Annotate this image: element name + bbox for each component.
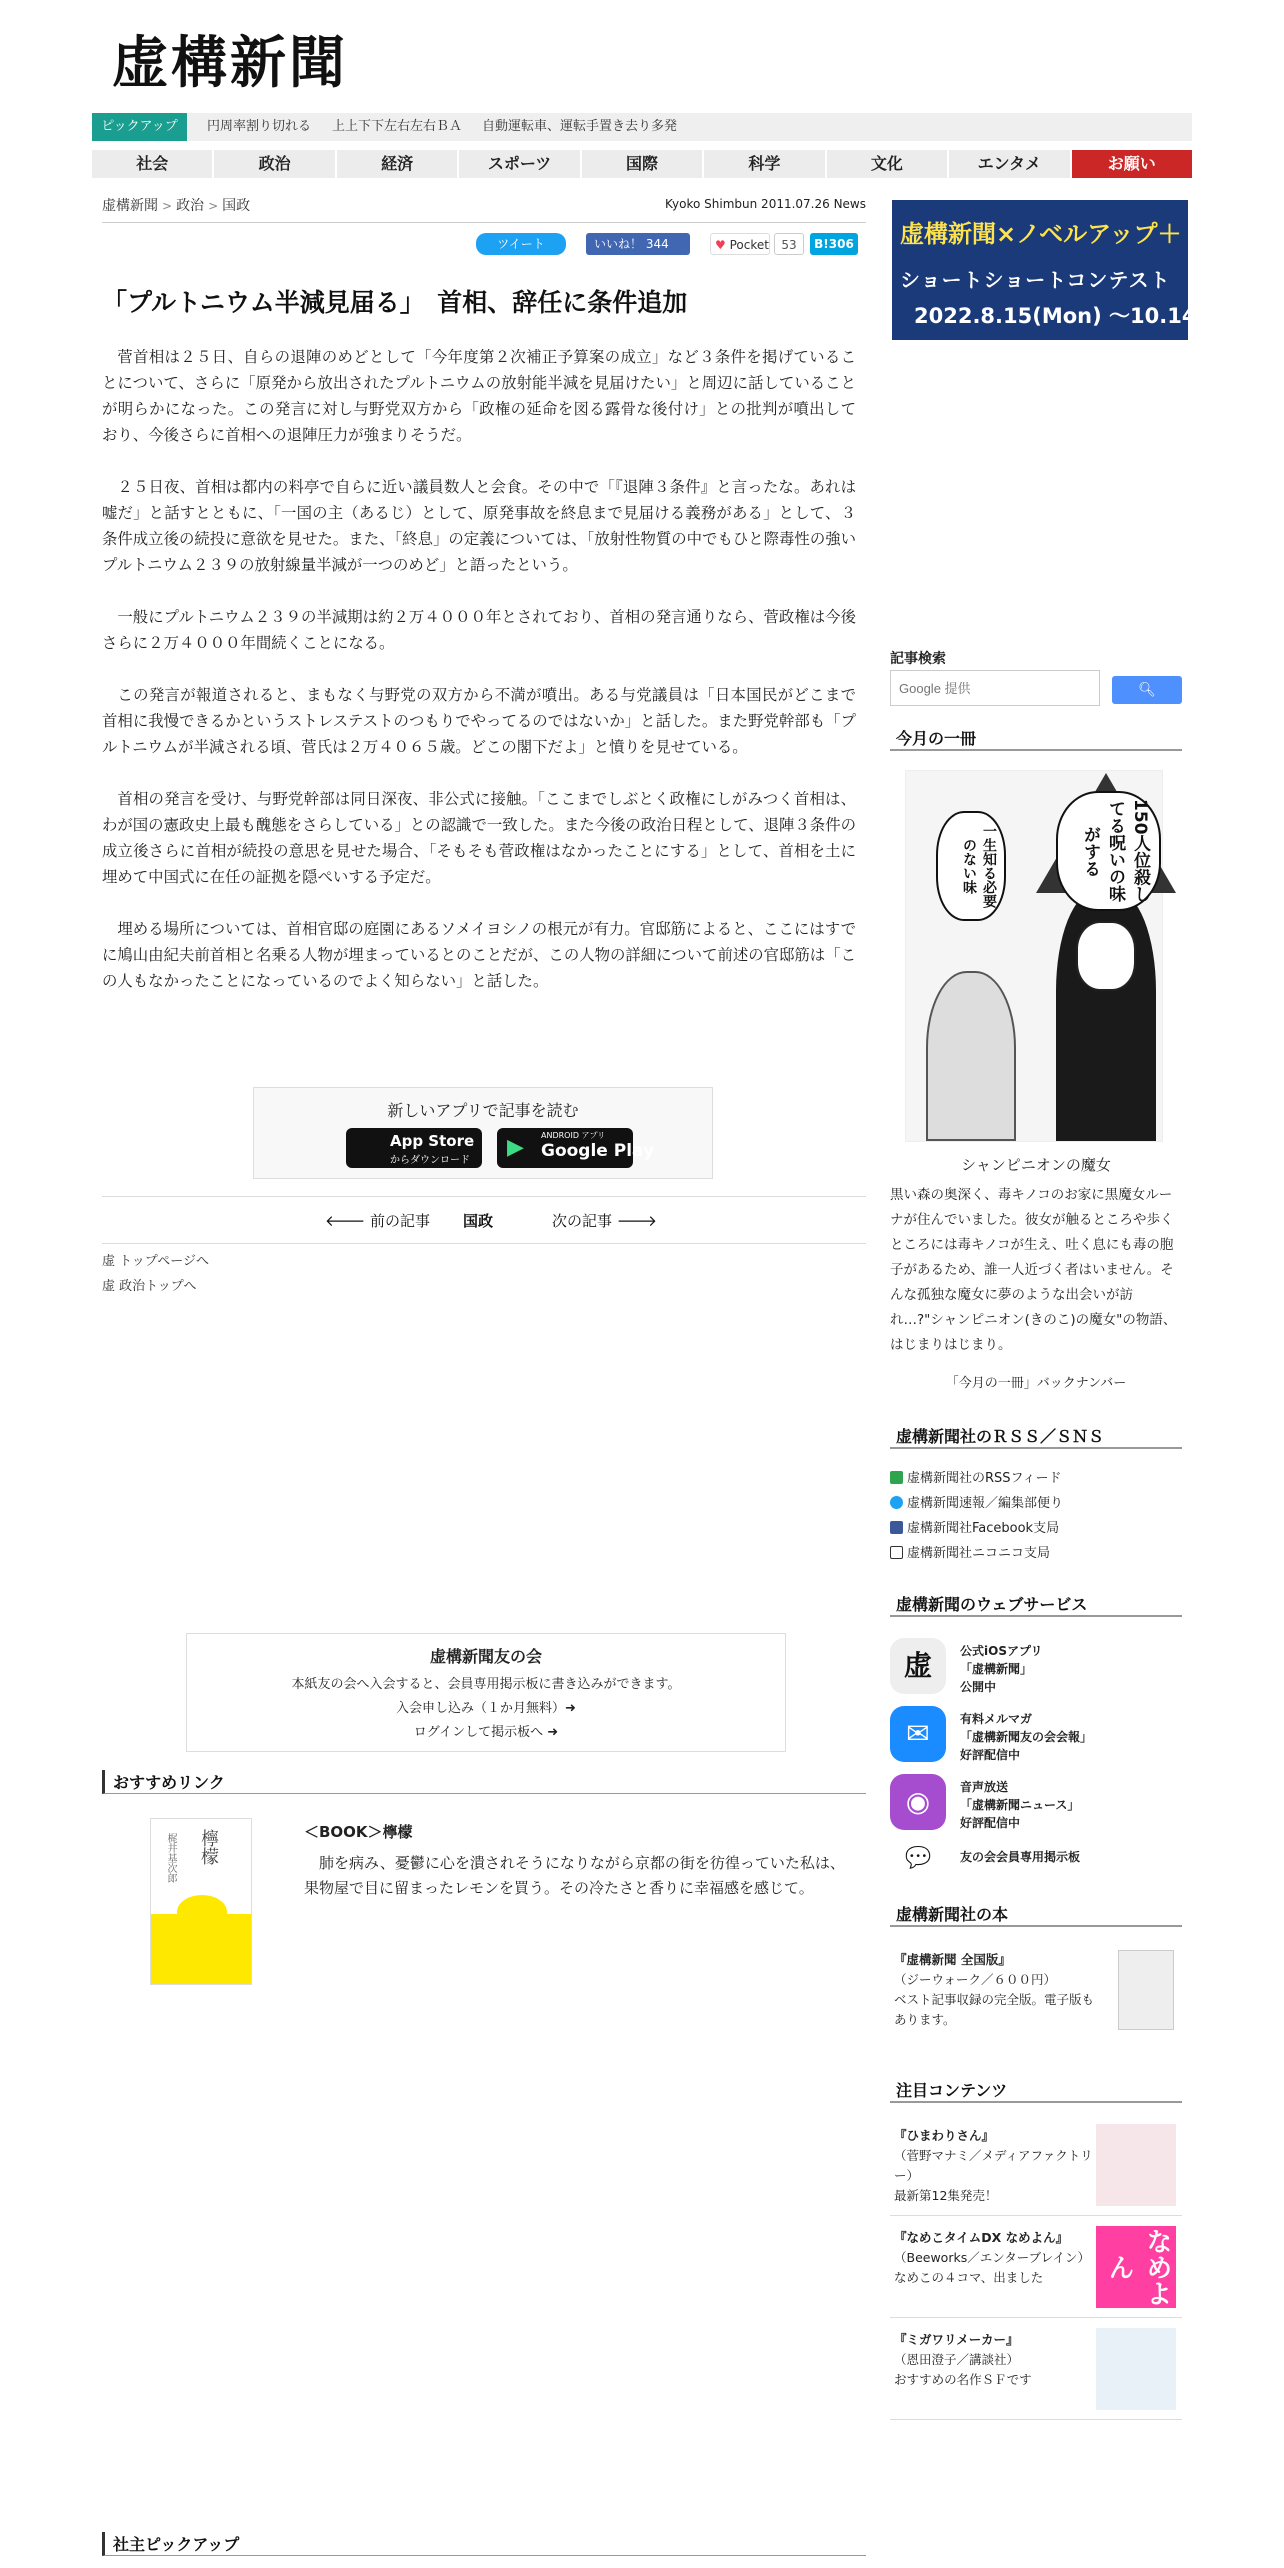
divider — [102, 222, 866, 223]
pocket-count: 53 — [774, 233, 804, 255]
article-paragraph: 菅首相は２５日、自らの退陣のめどとして「今年度第２次補正予算案の成立」など３条件を掲げていることについて、さらに「原発から放出されたプルトニウムの放射能半減を見届けたい」と周辺に話していることが明らかになった。この発言に対し与野党双方から「政権の延命を図る露骨な後付け」との批判が噴出しており、今後さらに首相への退陣圧力が強まりそうだ。 — [102, 348, 856, 444]
attention-title: 『ミガワリメーカー』 — [894, 2332, 1019, 2347]
top-page-link[interactable]: 虚 トップページへ — [102, 1254, 209, 1269]
tomo-title: 虚構新聞友の会 — [429, 1647, 542, 1666]
mail-magazine-service[interactable] — [890, 1704, 1182, 1768]
service-line: 好評配信中 — [960, 1816, 1021, 1830]
service-line: 公式iOSアプリ — [960, 1644, 1043, 1658]
book-of-month-heading: 今月の一冊 — [890, 726, 1182, 751]
recommend-book-desc: 肺を病み、憂鬱に心を潰されそうになりながら京都の街を彷徨っていた私は、果物屋で目に留まったレモンを買う。その冷たさと香りに幸福感を感じて。 — [304, 1854, 845, 1897]
pickup-item[interactable]: 上上下下左右左右ＢＡ — [332, 119, 463, 134]
app-promo-title: 新しいアプリで記事を読む — [387, 1101, 579, 1120]
kyoko-app-icon: 虚 — [890, 1638, 946, 1694]
attention-heading: 注目コンテンツ — [890, 2078, 1182, 2103]
facebook-link-label: 虚構新聞社Facebook支局 — [907, 1521, 1060, 1536]
attention-pub: （Beeworks／エンターブレイン） — [894, 2250, 1090, 2265]
main-nav — [92, 150, 1192, 178]
pocket-icon: ♥ — [715, 238, 726, 252]
podcast-icon: ◉ — [890, 1774, 946, 1830]
witch-face — [1076, 921, 1136, 991]
bbs-service[interactable] — [890, 1836, 1182, 1880]
app-promo — [253, 1087, 713, 1179]
rss-link-label: 虚構新聞社のRSSフィード — [907, 1471, 1062, 1486]
google-play-button[interactable] — [497, 1128, 655, 1168]
rss-heading: 虚構新聞社のＲＳＳ／ＳＮＳ — [890, 1424, 1182, 1449]
tv-icon — [890, 1546, 903, 1559]
backnumber-link[interactable]: 「今月の一冊」バックナンバー — [945, 1376, 1127, 1391]
search-input[interactable] — [890, 670, 1100, 706]
search-label: 記事検索 — [890, 651, 946, 667]
nav-economy[interactable]: 経済 — [337, 150, 459, 178]
breadcrumb-home[interactable]: 虚構新聞 — [102, 198, 158, 214]
politics-top-link[interactable]: 虚 政治トップへ — [102, 1279, 197, 1294]
pocket-label: Pocket — [729, 238, 769, 252]
attention-item[interactable] — [890, 2120, 1182, 2216]
article-category[interactable]: 国政 — [463, 1212, 494, 1230]
kyoko-book[interactable] — [890, 1950, 1182, 2034]
facebook-like-button[interactable]: いいね！ 344 — [586, 233, 690, 255]
recommend-book-title[interactable]: ＜BOOK＞檸檬 — [304, 1823, 413, 1841]
speech-bubble: 一生知る必要のない味 — [936, 811, 1006, 921]
attention-desc: なめこの４コマ、出ました — [894, 2270, 1044, 2285]
breadcrumb-current[interactable]: 国政 — [222, 198, 251, 214]
app-store-sub: からダウンロード — [390, 1155, 470, 1166]
app-store-button[interactable] — [346, 1128, 482, 1168]
nav-politics[interactable]: 政治 — [214, 150, 336, 178]
service-line: 「虚構新聞ニュース」 — [960, 1798, 1080, 1812]
prev-article-link[interactable]: 🡐 前の記事 — [325, 1212, 430, 1230]
attention-item[interactable] — [890, 2324, 1182, 2420]
twitter-link[interactable] — [890, 1491, 1063, 1516]
hatena-bookmark-button[interactable]: B!306 — [810, 233, 858, 255]
attention-title: 『ひまわりさん』 — [894, 2128, 995, 2143]
speech-bubble: 150人位殺してる呪いの味がする — [1056, 791, 1161, 911]
article-paragraph: 埋める場所については、首相官邸の庭園にあるソメイヨシノの根元が有力。官邸筋によると、ここにはすでに鳩山由紀夫前首相と名乗る人物が埋まっているとのことだが、この人物の詳細について前述の官邸筋は「この人もなかったことになっているのでよく知らない」と話した。 — [102, 920, 856, 990]
second-character — [926, 971, 1016, 1141]
service-line: 有料メルマガ — [960, 1712, 1033, 1726]
pickup-label: ピックアップ — [92, 113, 187, 141]
play-icon: ▶ — [507, 1135, 524, 1160]
pickup-item[interactable]: 自動運転車、運転手置き去り多発 — [482, 119, 678, 134]
breadcrumb-politics[interactable]: 政治 — [176, 198, 205, 214]
attention-desc: おすすめの名作ＳＦです — [894, 2372, 1032, 2387]
book-title: 『虚構新聞 全国版』 — [894, 1952, 1011, 1967]
service-line: 公開中 — [960, 1680, 997, 1694]
cover-band — [151, 1914, 251, 1984]
tweet-button[interactable]: ツイート — [476, 233, 566, 255]
books-heading: 虚構新聞社の本 — [890, 1902, 1182, 1927]
breadcrumb — [102, 195, 250, 215]
pocket-button[interactable] — [710, 233, 770, 255]
nav-entertainment[interactable]: エンタメ — [949, 150, 1071, 178]
nav-request[interactable]: お願い — [1072, 150, 1192, 178]
divider — [102, 1196, 866, 1197]
breadcrumb-separator: > — [208, 199, 219, 213]
article-paragraph: この発言が報道されると、まもなく与野党の双方から不満が噴出。ある与党議員は「日本国民がどこまで首相に我慢できるかというストレステストのつもりでやってるのではないか」と話した。また野党幹部も「プルトニウムが半減される頃、菅氏は２万４０６５歳。どこの閣下だよ」と憤りを見せている。 — [102, 686, 856, 756]
owner-pickup-heading: 社主ピックアップ — [102, 2532, 866, 2556]
twitter-icon — [890, 1496, 903, 1509]
article-headline: 「プルトニウム半減見届る」 首相、辞任に条件追加 — [102, 288, 688, 317]
rss-link[interactable] — [890, 1466, 1062, 1491]
tomo-join-link[interactable]: 入会申し込み（１か月無料）➜ — [396, 1701, 576, 1716]
pickup-item[interactable]: 円周率割り切れる — [207, 119, 312, 134]
attention-pub: （菅野マナミ／メディアファクトリー） — [894, 2148, 1093, 2183]
web-services-heading: 虚構新聞のウェブサービス — [890, 1592, 1182, 1617]
attention-desc: 最新第12集発売！ — [894, 2188, 998, 2203]
service-line: 好評配信中 — [960, 1748, 1021, 1762]
attention-pub: （恩田澄子／講談社） — [894, 2352, 1020, 2367]
attention-thumbnail — [1096, 2124, 1176, 2206]
manga-desc: 黒い森の奥深く、毒キノコのお家に黒魔女ルーナが住んでいました。彼女が触るところや歩くところには毒キノコが生え、吐く息にも毒の胞子があるため、誰一人近づく者はいません。そんな孤独な魔女に夢のような出会いが訪れ…?"シャンピニオン(きのこ)の魔女"の物語、はじまりはじまり。 — [890, 1187, 1177, 1353]
article-paragraph: 一般にプルトニウム２３９の半減期は約２万４０００年とされており、首相の発言通りなら、菅政権は今後さらに２万４０００年間続くことになる。 — [102, 608, 856, 652]
service-line: 「虚構新聞」 — [960, 1662, 1033, 1676]
banner-line2: ショートショートコンテスト — [900, 268, 1171, 292]
google-play-sub: ANDROID アプリ — [541, 1131, 606, 1140]
nav-sports[interactable]: スポーツ — [459, 150, 581, 178]
attention-title: 『なめこタイムDX なめよん』 — [894, 2230, 1069, 2245]
attention-item[interactable] — [890, 2222, 1182, 2318]
book-cover-title: 檸檬 — [198, 1829, 219, 1865]
article-paragraph: 首相の発言を受け、与野党幹部は同日深夜、非公式に接触。「ここまでしぶとく政権にしがみつく首相は、わが国の憲政史上最も醜態をさらしている」との認識で一致した。また今後の政治日程として、退陣３条件の成立後さらに首相が続投の意思を見せた場合、「そもそも菅政権はなかったことにする」として、首相を土に埋めて中国式に在任の証拠を隠ぺいする予定だ。 — [102, 790, 856, 886]
attention-thumbnail: なめよん — [1096, 2226, 1176, 2308]
niconico-link-label: 虚構新聞社ニコニコ支局 — [907, 1546, 1051, 1561]
manga-cover[interactable] — [905, 770, 1163, 1142]
lemon-book-cover[interactable] — [150, 1818, 252, 1985]
attention-thumbnail — [1096, 2328, 1176, 2410]
tomo-login-link[interactable]: ログインして掲示板へ ➜ — [413, 1725, 559, 1740]
mail-icon: ✉ — [890, 1706, 946, 1762]
niconico-link[interactable] — [890, 1541, 1050, 1566]
tomo-desc: 本紙友の会へ入会すると、会員専用掲示板に書き込みができます。 — [291, 1677, 681, 1692]
service-line: 「虚構新聞友の会会報」 — [960, 1730, 1093, 1744]
recommend-book — [304, 1820, 852, 1901]
article-body — [102, 344, 856, 1020]
nav-science[interactable]: 科学 — [704, 150, 826, 178]
nav-society[interactable]: 社会 — [92, 150, 214, 178]
tomo-no-kai-box — [186, 1633, 786, 1752]
google-play-label: Google Play — [541, 1141, 655, 1161]
book-publisher: （ジーウォーク／６００円） — [894, 1972, 1057, 1987]
chat-icon: 💬︎ — [890, 1838, 946, 1878]
book-thumbnail — [1118, 1950, 1174, 2030]
site-logo[interactable]: 虚構新聞 — [112, 30, 348, 96]
breadcrumb-separator: > — [162, 199, 173, 213]
nav-international[interactable]: 国際 — [582, 150, 704, 178]
dateline: Kyoko Shimbun 2011.07.26 News — [665, 197, 866, 211]
manga-title[interactable]: シャンピニオンの魔女 — [961, 1156, 1111, 1174]
search-icon: 🔍︎ — [1138, 682, 1156, 698]
next-article-link[interactable]: 次の記事 🡒 — [552, 1212, 657, 1230]
contest-banner[interactable] — [892, 200, 1247, 340]
search-button[interactable] — [1112, 676, 1182, 704]
facebook-link[interactable] — [890, 1516, 1059, 1541]
book-cover-author: 梶井基次郎 — [165, 1833, 176, 1883]
podcast-service[interactable] — [890, 1772, 1182, 1836]
pickup-bar — [92, 113, 1192, 141]
facebook-icon — [890, 1521, 903, 1534]
service-line: 友の会会員専用掲示板 — [960, 1850, 1081, 1864]
app-store-label: App Store — [390, 1132, 475, 1150]
twitter-link-label: 虚構新聞速報／編集部便り — [907, 1496, 1064, 1511]
ios-app-service[interactable] — [890, 1636, 1182, 1700]
banner-line1: 虚構新聞×ノベルアップ＋ — [900, 220, 1182, 248]
banner-line3: 2022.8.15(Mon) 〜10.14(Fri) — [914, 304, 1247, 328]
article-paragraph: ２５日夜、首相は都内の料亭で自らに近い議員数人と会食。その中で「『退陣３条件』と言ったな。あれは嘘だ」と話すとともに、「一国の主（あるじ）として、原発事故を終息まで見届ける義務がある」として、３条件成立後の続投に意欲を見せた。また、「終息」の定義については、「放射性物質の中でもひと際毒性の強いプルトニウム２３９の放射線量半減が一つのめど」と語ったという。 — [102, 478, 856, 574]
rss-icon — [890, 1471, 903, 1484]
book-desc: ベスト記事収録の完全版。電子版もあります。 — [894, 1992, 1095, 2027]
divider — [102, 1243, 866, 1244]
recommend-heading: おすすめリンク — [102, 1770, 866, 1794]
service-line: 音声放送 — [960, 1780, 1009, 1794]
nav-culture[interactable]: 文化 — [827, 150, 949, 178]
